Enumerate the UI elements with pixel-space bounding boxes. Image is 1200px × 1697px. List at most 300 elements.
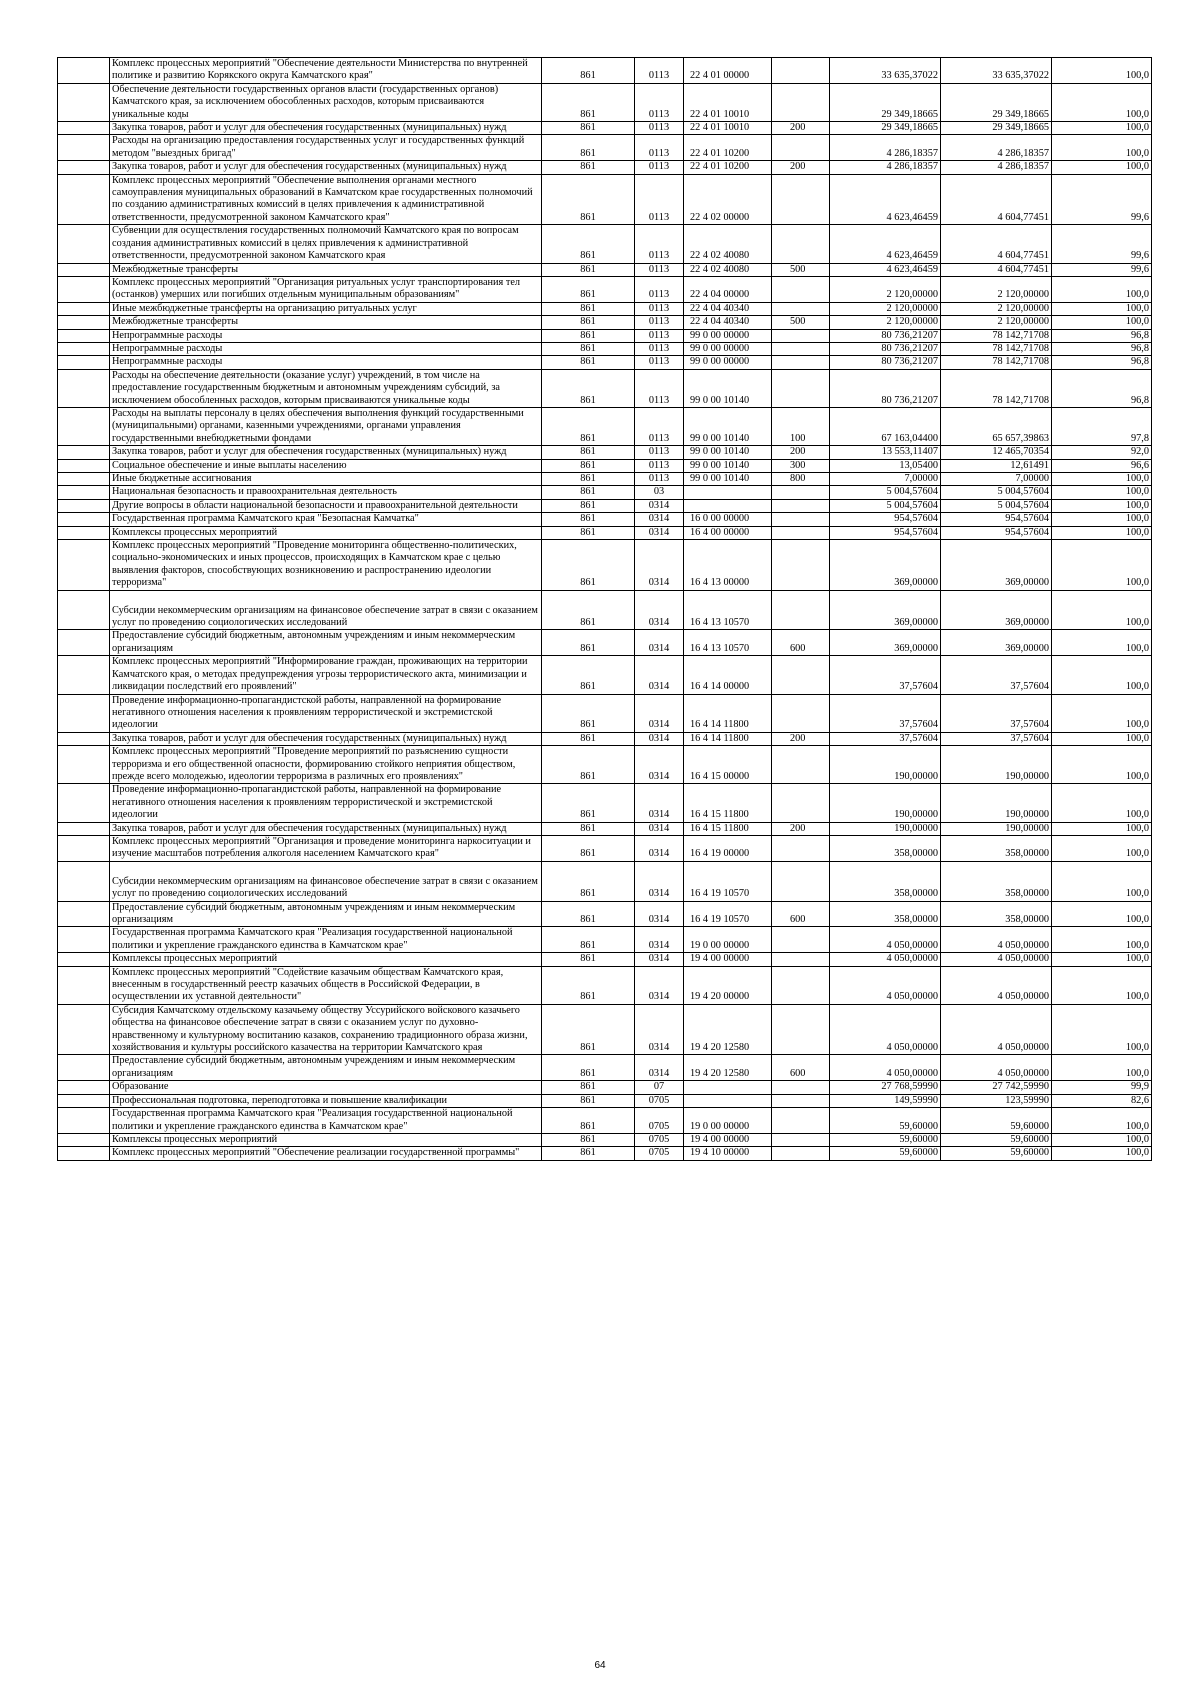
section-code-cell: 0314 xyxy=(635,540,684,591)
actual-amount-cell: 78 142,71708 xyxy=(941,329,1052,342)
expense-name-cell: Комплекс процессных мероприятий "Обеспечение выполнения органами местного самоуправления муниципальных образований в Камчатском крае государственных полномочий по созданию административных комиссий в целях привлечения к административной ответственности, предусмотренной законом Камчатского края" xyxy=(110,174,542,225)
planned-amount-cell: 369,00000 xyxy=(830,540,941,591)
expense-type-cell xyxy=(772,953,830,966)
row-index-cell xyxy=(58,486,110,499)
planned-amount-cell: 4 286,18357 xyxy=(830,161,941,174)
target-article-cell: 16 4 15 11800 xyxy=(684,784,772,822)
department-code-cell: 861 xyxy=(542,342,635,355)
department-code-cell: 861 xyxy=(542,329,635,342)
row-index-cell xyxy=(58,1094,110,1107)
execution-percent-cell: 100,0 xyxy=(1052,161,1152,174)
expense-type-cell xyxy=(772,83,830,121)
department-code-cell: 861 xyxy=(542,1133,635,1146)
actual-amount-cell: 78 142,71708 xyxy=(941,369,1052,407)
actual-amount-cell: 4 286,18357 xyxy=(941,135,1052,161)
department-code-cell: 861 xyxy=(542,540,635,591)
expense-name-cell: Государственная программа Камчатского края "Реализация государственной национальной политики и укрепление гражданского единства в Камчатском крае" xyxy=(110,927,542,953)
expense-type-cell xyxy=(772,225,830,263)
actual-amount-cell: 29 349,18665 xyxy=(941,122,1052,135)
planned-amount-cell: 4 050,00000 xyxy=(830,1055,941,1081)
execution-percent-cell: 100,0 xyxy=(1052,861,1152,901)
table-row xyxy=(58,83,1152,121)
section-code-cell: 0314 xyxy=(635,656,684,694)
expense-type-cell: 500 xyxy=(772,263,830,276)
target-article-cell: 22 4 02 00000 xyxy=(684,174,772,225)
department-code-cell: 861 xyxy=(542,513,635,526)
actual-amount-cell: 4 050,00000 xyxy=(941,953,1052,966)
expense-type-cell xyxy=(772,526,830,539)
planned-amount-cell: 4 050,00000 xyxy=(830,1004,941,1055)
planned-amount-cell: 80 736,21207 xyxy=(830,356,941,369)
expense-name-cell: Предоставление субсидий бюджетным, автономным учреждениям и иным некоммерческим организациям xyxy=(110,630,542,656)
table-row xyxy=(58,1108,1152,1134)
table-row xyxy=(58,302,1152,315)
planned-amount-cell: 37,57604 xyxy=(830,694,941,732)
actual-amount-cell: 369,00000 xyxy=(941,540,1052,591)
department-code-cell: 861 xyxy=(542,369,635,407)
expense-name-cell: Комплексы процессных мероприятий xyxy=(110,526,542,539)
target-article-cell: 99 0 00 10140 xyxy=(684,369,772,407)
row-index-cell xyxy=(58,1081,110,1094)
actual-amount-cell: 358,00000 xyxy=(941,835,1052,861)
row-index-cell xyxy=(58,459,110,472)
actual-amount-cell: 5 004,57604 xyxy=(941,499,1052,512)
section-code-cell: 0113 xyxy=(635,407,684,445)
expense-name-cell: Межбюджетные трансферты xyxy=(110,316,542,329)
expense-name-cell: Профессиональная подготовка, переподготовка и повышение квалификации xyxy=(110,1094,542,1107)
expense-name-cell: Закупка товаров, работ и услуг для обеспечения государственных (муниципальных) нужд xyxy=(110,822,542,835)
section-code-cell: 0113 xyxy=(635,174,684,225)
expense-type-cell xyxy=(772,1004,830,1055)
expense-type-cell xyxy=(772,499,830,512)
expense-type-cell xyxy=(772,835,830,861)
department-code-cell: 861 xyxy=(542,263,635,276)
execution-percent-cell: 100,0 xyxy=(1052,276,1152,302)
expense-name-cell: Комплексы процессных мероприятий xyxy=(110,1133,542,1146)
planned-amount-cell: 59,60000 xyxy=(830,1108,941,1134)
row-index-cell xyxy=(58,356,110,369)
department-code-cell: 861 xyxy=(542,746,635,784)
expense-type-cell xyxy=(772,1081,830,1094)
section-code-cell: 0113 xyxy=(635,473,684,486)
row-index-cell xyxy=(58,1108,110,1134)
execution-percent-cell: 100,0 xyxy=(1052,901,1152,927)
expense-name-cell: Национальная безопасность и правоохранительная деятельность xyxy=(110,486,542,499)
target-article-cell: 16 4 19 00000 xyxy=(684,835,772,861)
department-code-cell: 861 xyxy=(542,822,635,835)
row-index-cell xyxy=(58,263,110,276)
actual-amount-cell: 2 120,00000 xyxy=(941,302,1052,315)
target-article-cell: 19 4 00 00000 xyxy=(684,1133,772,1146)
table-row xyxy=(58,225,1152,263)
target-article-cell: 19 4 10 00000 xyxy=(684,1147,772,1160)
target-article-cell: 22 4 04 40340 xyxy=(684,316,772,329)
actual-amount-cell: 954,57604 xyxy=(941,513,1052,526)
section-code-cell: 0113 xyxy=(635,316,684,329)
expense-name-cell: Комплекс процессных мероприятий "Информирование граждан, проживающих на территории Камчатского края, о методах предупреждения угрозы террористического акта, минимизации и ликвидации последствий его проявлений" xyxy=(110,656,542,694)
planned-amount-cell: 5 004,57604 xyxy=(830,486,941,499)
expense-type-cell xyxy=(772,966,830,1004)
expense-type-cell xyxy=(772,135,830,161)
department-code-cell: 861 xyxy=(542,135,635,161)
row-index-cell xyxy=(58,342,110,355)
expense-name-cell: Непрограммные расходы xyxy=(110,329,542,342)
actual-amount-cell: 190,00000 xyxy=(941,746,1052,784)
page-number: 64 xyxy=(594,1660,606,1671)
expense-type-cell xyxy=(772,276,830,302)
expense-name-cell: Комплекс процессных мероприятий "Проведение мероприятий по разъяснению сущности терроризма и его общественной опасности, формированию стойкого неприятия обществом, прежде всего молодежью, идеологии терроризма в различных его проявлениях" xyxy=(110,746,542,784)
section-code-cell: 0314 xyxy=(635,822,684,835)
row-index-cell xyxy=(58,407,110,445)
table-row xyxy=(58,276,1152,302)
department-code-cell: 861 xyxy=(542,499,635,512)
planned-amount-cell: 80 736,21207 xyxy=(830,342,941,355)
execution-percent-cell: 100,0 xyxy=(1052,302,1152,315)
execution-percent-cell: 99,6 xyxy=(1052,263,1152,276)
execution-percent-cell: 92,0 xyxy=(1052,446,1152,459)
planned-amount-cell: 59,60000 xyxy=(830,1147,941,1160)
section-code-cell: 0113 xyxy=(635,58,684,84)
expense-type-cell xyxy=(772,356,830,369)
actual-amount-cell: 59,60000 xyxy=(941,1133,1052,1146)
department-code-cell: 861 xyxy=(542,953,635,966)
table-row xyxy=(58,656,1152,694)
row-index-cell xyxy=(58,1004,110,1055)
execution-percent-cell: 96,8 xyxy=(1052,342,1152,355)
expense-type-cell xyxy=(772,302,830,315)
department-code-cell: 861 xyxy=(542,835,635,861)
target-article-cell xyxy=(684,486,772,499)
expense-name-cell: Расходы на организацию предоставления государственных услуг и государственных функций методом "выездных бригад" xyxy=(110,135,542,161)
expense-type-cell: 200 xyxy=(772,161,830,174)
target-article-cell: 19 0 00 00000 xyxy=(684,927,772,953)
target-article-cell: 22 4 01 10010 xyxy=(684,122,772,135)
section-code-cell: 0314 xyxy=(635,513,684,526)
section-code-cell: 0113 xyxy=(635,446,684,459)
expense-type-cell xyxy=(772,513,830,526)
actual-amount-cell: 37,57604 xyxy=(941,656,1052,694)
execution-percent-cell: 100,0 xyxy=(1052,486,1152,499)
expense-name-cell: Субсидии некоммерческим организациям на финансовое обеспечение затрат в связи с оказанием услуг по проведению социологических исследований xyxy=(110,590,542,630)
department-code-cell: 861 xyxy=(542,356,635,369)
department-code-cell: 861 xyxy=(542,526,635,539)
expense-name-cell: Закупка товаров, работ и услуг для обеспечения государственных (муниципальных) нужд xyxy=(110,161,542,174)
section-code-cell: 0113 xyxy=(635,459,684,472)
target-article-cell: 22 4 01 10200 xyxy=(684,161,772,174)
actual-amount-cell: 2 120,00000 xyxy=(941,316,1052,329)
section-code-cell: 0314 xyxy=(635,732,684,745)
row-index-cell xyxy=(58,694,110,732)
planned-amount-cell: 4 623,46459 xyxy=(830,263,941,276)
department-code-cell: 861 xyxy=(542,174,635,225)
actual-amount-cell: 12,61491 xyxy=(941,459,1052,472)
table-row xyxy=(58,499,1152,512)
expense-name-cell: Проведение информационно-пропагандистской работы, направленной на формирование негативного отношения населения к проявлениям террористической и экстремистской идеологии xyxy=(110,784,542,822)
expense-type-cell xyxy=(772,1108,830,1134)
expense-name-cell: Комплекс процессных мероприятий "Организация и проведение мониторинга наркоситуации и изучение масштабов потребления алкоголя населением Камчатского края" xyxy=(110,835,542,861)
execution-percent-cell: 100,0 xyxy=(1052,316,1152,329)
department-code-cell: 861 xyxy=(542,276,635,302)
department-code-cell: 861 xyxy=(542,122,635,135)
department-code-cell: 861 xyxy=(542,302,635,315)
execution-percent-cell: 82,6 xyxy=(1052,1094,1152,1107)
table-row xyxy=(58,630,1152,656)
planned-amount-cell: 369,00000 xyxy=(830,590,941,630)
actual-amount-cell: 190,00000 xyxy=(941,822,1052,835)
expense-type-cell xyxy=(772,540,830,591)
expense-type-cell: 600 xyxy=(772,1055,830,1081)
section-code-cell: 0314 xyxy=(635,784,684,822)
section-code-cell: 07 xyxy=(635,1081,684,1094)
planned-amount-cell: 33 635,37022 xyxy=(830,58,941,84)
actual-amount-cell: 4 050,00000 xyxy=(941,1004,1052,1055)
planned-amount-cell: 358,00000 xyxy=(830,901,941,927)
actual-amount-cell: 59,60000 xyxy=(941,1147,1052,1160)
table-row xyxy=(58,135,1152,161)
section-code-cell: 0314 xyxy=(635,835,684,861)
execution-percent-cell: 100,0 xyxy=(1052,83,1152,121)
execution-percent-cell: 100,0 xyxy=(1052,784,1152,822)
target-article-cell: 99 0 00 00000 xyxy=(684,342,772,355)
planned-amount-cell: 190,00000 xyxy=(830,822,941,835)
section-code-cell: 0314 xyxy=(635,630,684,656)
expense-name-cell: Непрограммные расходы xyxy=(110,356,542,369)
section-code-cell: 0705 xyxy=(635,1108,684,1134)
table-row xyxy=(58,966,1152,1004)
table-row xyxy=(58,526,1152,539)
planned-amount-cell: 954,57604 xyxy=(830,513,941,526)
row-index-cell xyxy=(58,540,110,591)
target-article-cell: 22 4 04 40340 xyxy=(684,302,772,315)
target-article-cell: 99 0 00 10140 xyxy=(684,473,772,486)
execution-percent-cell: 100,0 xyxy=(1052,1133,1152,1146)
expense-name-cell: Обеспечение деятельности государственных органов власти (государственных органов) Камчатского края, за исключением обособленных расходов, которым присваиваются уникальные коды xyxy=(110,83,542,121)
section-code-cell: 0113 xyxy=(635,122,684,135)
section-code-cell: 0314 xyxy=(635,526,684,539)
target-article-cell: 99 0 00 10140 xyxy=(684,446,772,459)
expense-type-cell xyxy=(772,746,830,784)
department-code-cell: 861 xyxy=(542,927,635,953)
row-index-cell xyxy=(58,966,110,1004)
expense-type-cell: 200 xyxy=(772,822,830,835)
department-code-cell: 861 xyxy=(542,1004,635,1055)
department-code-cell: 861 xyxy=(542,1094,635,1107)
row-index-cell xyxy=(58,861,110,901)
expense-name-cell: Расходы на выплаты персоналу в целях обеспечения выполнения функций государственными (муниципальными) органами, казенными учреждениями, органами управления государственными внебюджетными фондами xyxy=(110,407,542,445)
row-index-cell xyxy=(58,446,110,459)
target-article-cell: 16 4 14 00000 xyxy=(684,656,772,694)
actual-amount-cell: 33 635,37022 xyxy=(941,58,1052,84)
planned-amount-cell: 27 768,59990 xyxy=(830,1081,941,1094)
department-code-cell: 861 xyxy=(542,473,635,486)
expense-type-cell xyxy=(772,486,830,499)
table-row xyxy=(58,540,1152,591)
expense-type-cell xyxy=(772,1133,830,1146)
table-row xyxy=(58,1004,1152,1055)
row-index-cell xyxy=(58,316,110,329)
target-article-cell: 22 4 01 10010 xyxy=(684,83,772,121)
row-index-cell xyxy=(58,499,110,512)
planned-amount-cell: 4 623,46459 xyxy=(830,174,941,225)
target-article-cell: 99 0 00 00000 xyxy=(684,356,772,369)
section-code-cell: 0705 xyxy=(635,1147,684,1160)
row-index-cell xyxy=(58,276,110,302)
planned-amount-cell: 4 623,46459 xyxy=(830,225,941,263)
actual-amount-cell: 4 050,00000 xyxy=(941,966,1052,1004)
table-row xyxy=(58,1055,1152,1081)
table-row xyxy=(58,263,1152,276)
expense-name-cell: Иные бюджетные ассигнования xyxy=(110,473,542,486)
actual-amount-cell: 7,00000 xyxy=(941,473,1052,486)
department-code-cell: 861 xyxy=(542,901,635,927)
section-code-cell: 0113 xyxy=(635,263,684,276)
section-code-cell: 0113 xyxy=(635,342,684,355)
planned-amount-cell: 29 349,18665 xyxy=(830,83,941,121)
execution-percent-cell: 96,8 xyxy=(1052,369,1152,407)
table-row xyxy=(58,694,1152,732)
execution-percent-cell: 99,6 xyxy=(1052,225,1152,263)
expense-name-cell: Расходы на обеспечение деятельности (оказание услуг) учреждений, в том числе на предоставление государственным бюджетным и автономным учреждениям субсидий, за исключением обособленных расходов, которым присваиваются уникальные коды xyxy=(110,369,542,407)
planned-amount-cell: 29 349,18665 xyxy=(830,122,941,135)
planned-amount-cell: 190,00000 xyxy=(830,746,941,784)
row-index-cell xyxy=(58,901,110,927)
department-code-cell: 861 xyxy=(542,590,635,630)
table-row xyxy=(58,746,1152,784)
target-article-cell: 99 0 00 10140 xyxy=(684,407,772,445)
table-row xyxy=(58,1094,1152,1107)
row-index-cell xyxy=(58,225,110,263)
expense-name-cell: Иные межбюджетные трансферты на организацию ритуальных услуг xyxy=(110,302,542,315)
actual-amount-cell: 37,57604 xyxy=(941,732,1052,745)
execution-percent-cell: 96,8 xyxy=(1052,356,1152,369)
table-row xyxy=(58,486,1152,499)
section-code-cell: 0314 xyxy=(635,927,684,953)
expense-name-cell: Комплекс процессных мероприятий "Содействие казачьим обществам Камчатского края, внесенным в государственный реестр казачьих обществ в Российской Федерации, в осуществлении их уставной деятельности" xyxy=(110,966,542,1004)
planned-amount-cell: 2 120,00000 xyxy=(830,302,941,315)
actual-amount-cell: 5 004,57604 xyxy=(941,486,1052,499)
actual-amount-cell: 59,60000 xyxy=(941,1108,1052,1134)
table-row xyxy=(58,1133,1152,1146)
table-row xyxy=(58,58,1152,84)
execution-percent-cell: 100,0 xyxy=(1052,732,1152,745)
actual-amount-cell: 27 742,59990 xyxy=(941,1081,1052,1094)
department-code-cell: 861 xyxy=(542,459,635,472)
table-row xyxy=(58,446,1152,459)
planned-amount-cell: 37,57604 xyxy=(830,656,941,694)
department-code-cell: 861 xyxy=(542,407,635,445)
execution-percent-cell: 100,0 xyxy=(1052,1004,1152,1055)
expense-type-cell xyxy=(772,369,830,407)
row-index-cell xyxy=(58,302,110,315)
expense-name-cell: Субсидии некоммерческим организациям на финансовое обеспечение затрат в связи с оказанием услуг по проведению социологических исследований xyxy=(110,861,542,901)
expense-name-cell: Непрограммные расходы xyxy=(110,342,542,355)
section-code-cell: 0113 xyxy=(635,161,684,174)
expense-type-cell xyxy=(772,329,830,342)
execution-percent-cell: 100,0 xyxy=(1052,526,1152,539)
table-row xyxy=(58,316,1152,329)
section-code-cell: 0113 xyxy=(635,276,684,302)
department-code-cell: 861 xyxy=(542,1081,635,1094)
table-row xyxy=(58,901,1152,927)
row-index-cell xyxy=(58,329,110,342)
table-row xyxy=(58,342,1152,355)
execution-percent-cell: 100,0 xyxy=(1052,656,1152,694)
expense-type-cell xyxy=(772,1094,830,1107)
target-article-cell: 16 4 15 11800 xyxy=(684,822,772,835)
row-index-cell xyxy=(58,630,110,656)
section-code-cell: 0113 xyxy=(635,302,684,315)
section-code-cell: 0314 xyxy=(635,590,684,630)
target-article-cell: 16 4 19 10570 xyxy=(684,901,772,927)
execution-percent-cell: 99,6 xyxy=(1052,174,1152,225)
execution-percent-cell: 100,0 xyxy=(1052,513,1152,526)
actual-amount-cell: 2 120,00000 xyxy=(941,276,1052,302)
row-index-cell xyxy=(58,174,110,225)
row-index-cell xyxy=(58,122,110,135)
target-article-cell: 99 0 00 00000 xyxy=(684,329,772,342)
expense-name-cell: Государственная программа Камчатского края "Реализация государственной национальной политики и укрепление гражданского единства в Камчатском крае" xyxy=(110,1108,542,1134)
row-index-cell xyxy=(58,473,110,486)
expense-type-cell xyxy=(772,342,830,355)
target-article-cell: 16 4 14 11800 xyxy=(684,732,772,745)
section-code-cell: 0314 xyxy=(635,861,684,901)
table-row xyxy=(58,784,1152,822)
table-row xyxy=(58,1081,1152,1094)
row-index-cell xyxy=(58,1147,110,1160)
section-code-cell: 0113 xyxy=(635,329,684,342)
section-code-cell: 0314 xyxy=(635,694,684,732)
planned-amount-cell: 4 050,00000 xyxy=(830,966,941,1004)
execution-percent-cell: 96,8 xyxy=(1052,329,1152,342)
table-row xyxy=(58,356,1152,369)
actual-amount-cell: 37,57604 xyxy=(941,694,1052,732)
section-code-cell: 0113 xyxy=(635,225,684,263)
target-article-cell: 22 4 02 40080 xyxy=(684,263,772,276)
section-code-cell: 0314 xyxy=(635,746,684,784)
target-article-cell: 16 4 13 10570 xyxy=(684,630,772,656)
execution-percent-cell: 100,0 xyxy=(1052,135,1152,161)
execution-percent-cell: 100,0 xyxy=(1052,694,1152,732)
expense-name-cell: Проведение информационно-пропагандистской работы, направленной на формирование негативного отношения населения к проявлениям террористической и экстремистской идеологии xyxy=(110,694,542,732)
target-article-cell xyxy=(684,1094,772,1107)
table-row xyxy=(58,513,1152,526)
actual-amount-cell: 4 286,18357 xyxy=(941,161,1052,174)
target-article-cell: 19 4 20 12580 xyxy=(684,1055,772,1081)
department-code-cell: 861 xyxy=(542,58,635,84)
table-row xyxy=(58,590,1152,630)
actual-amount-cell: 78 142,71708 xyxy=(941,342,1052,355)
target-article-cell: 16 4 14 11800 xyxy=(684,694,772,732)
expense-name-cell: Предоставление субсидий бюджетным, автономным учреждениям и иным некоммерческим организациям xyxy=(110,1055,542,1081)
actual-amount-cell: 12 465,70354 xyxy=(941,446,1052,459)
expense-name-cell: Другие вопросы в области национальной безопасности и правоохранительной деятельности xyxy=(110,499,542,512)
department-code-cell: 861 xyxy=(542,1055,635,1081)
row-index-cell xyxy=(58,746,110,784)
planned-amount-cell: 4 286,18357 xyxy=(830,135,941,161)
expense-type-cell: 600 xyxy=(772,630,830,656)
table-row xyxy=(58,953,1152,966)
planned-amount-cell: 13,05400 xyxy=(830,459,941,472)
table-row xyxy=(58,1147,1152,1160)
actual-amount-cell: 369,00000 xyxy=(941,630,1052,656)
table-row xyxy=(58,473,1152,486)
section-code-cell: 0113 xyxy=(635,135,684,161)
target-article-cell: 16 4 19 10570 xyxy=(684,861,772,901)
expense-name-cell: Комплекс процессных мероприятий "Проведение мониторинга общественно-политических, социально-экономических и иных процессов, происходящих в Камчатском крае с целью выявления факторов, способствующих возникновению и распространению идеологии терроризма" xyxy=(110,540,542,591)
department-code-cell: 861 xyxy=(542,486,635,499)
target-article-cell: 16 4 13 00000 xyxy=(684,540,772,591)
section-code-cell: 0314 xyxy=(635,499,684,512)
